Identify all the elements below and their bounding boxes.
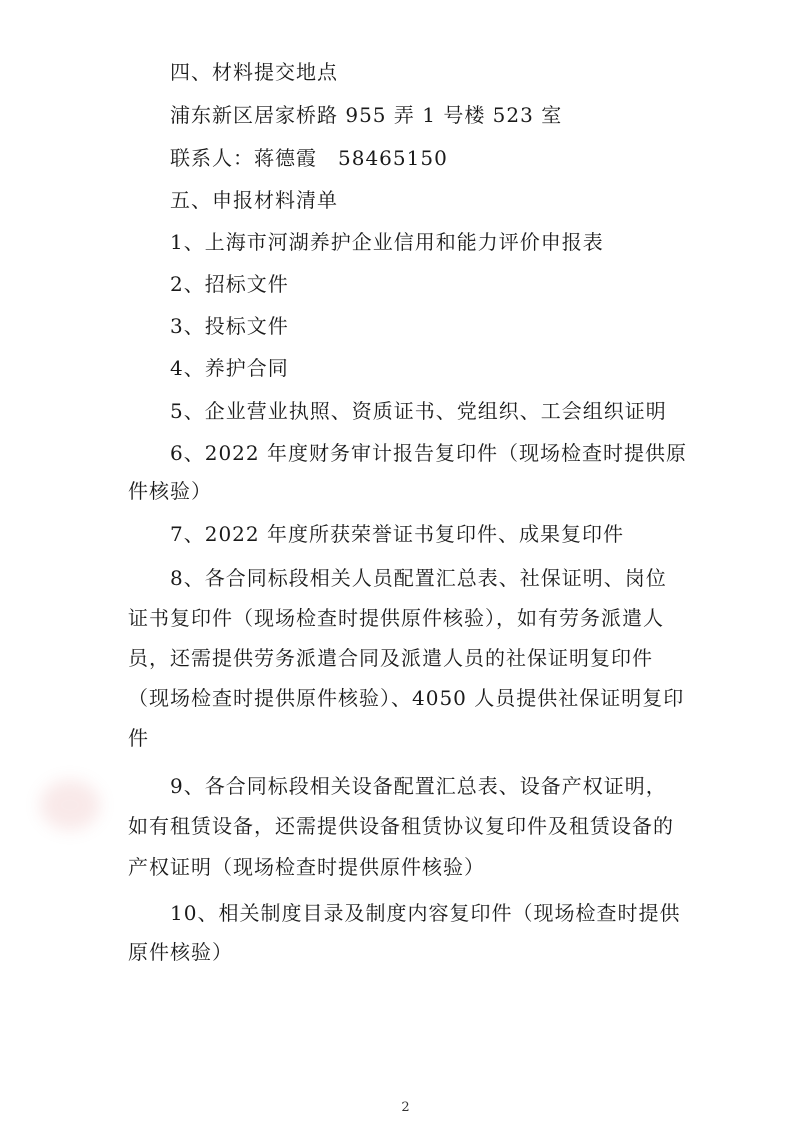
contact-line: 联系人：蒋德霞 58465150 [170,146,448,170]
list-item-8-line3: 员，还需提供劳务派遣合同及派遣人员的社保证明复印件 [128,646,653,670]
list-item-9-line2: 如有租赁设备，还需提供设备租赁协议复印件及租赁设备的 [128,814,674,838]
list-item-4: 4、养护合同 [170,356,289,380]
list-item-8-line1: 8、各合同标段相关人员配置汇总表、社保证明、岗位 [170,566,667,590]
page-number: 2 [401,1100,410,1115]
list-item-8-line4: （现场检查时提供原件核验）、4050 人员提供社保证明复印 [128,686,685,710]
list-item-6-line2: 件核验） [128,479,212,503]
section5-heading: 五、申报材料清单 [170,188,338,212]
list-item-9-line1: 9、各合同标段相关设备配置汇总表、设备产权证明， [170,774,667,798]
list-item-7: 7、2022 年度所获荣誉证书复印件、成果复印件 [170,522,624,546]
list-item-5: 5、企业营业执照、资质证书、党组织、工会组织证明 [170,399,667,423]
submission-address: 浦东新区居家桥路 955 弄 1 号楼 523 室 [170,103,563,127]
list-item-8-line2: 证书复印件（现场检查时提供原件核验），如有劳务派遣人 [128,606,664,630]
list-item-1: 1、上海市河湖养护企业信用和能力评价申报表 [170,230,604,254]
scan-smudge [40,780,100,830]
list-item-10-line1: 10、相关制度目录及制度内容复印件（现场检查时提供 [170,901,681,925]
list-item-10-line2: 原件核验） [128,940,233,964]
list-item-3: 3、投标文件 [170,314,289,338]
list-item-9-line3: 产权证明（现场检查时提供原件核验） [128,855,485,879]
section4-heading: 四、材料提交地点 [170,60,338,84]
list-item-8-line5: 件 [128,726,149,750]
list-item-2: 2、招标文件 [170,272,289,296]
list-item-6-line1: 6、2022 年度财务审计报告复印件（现场检查时提供原 [170,441,687,465]
